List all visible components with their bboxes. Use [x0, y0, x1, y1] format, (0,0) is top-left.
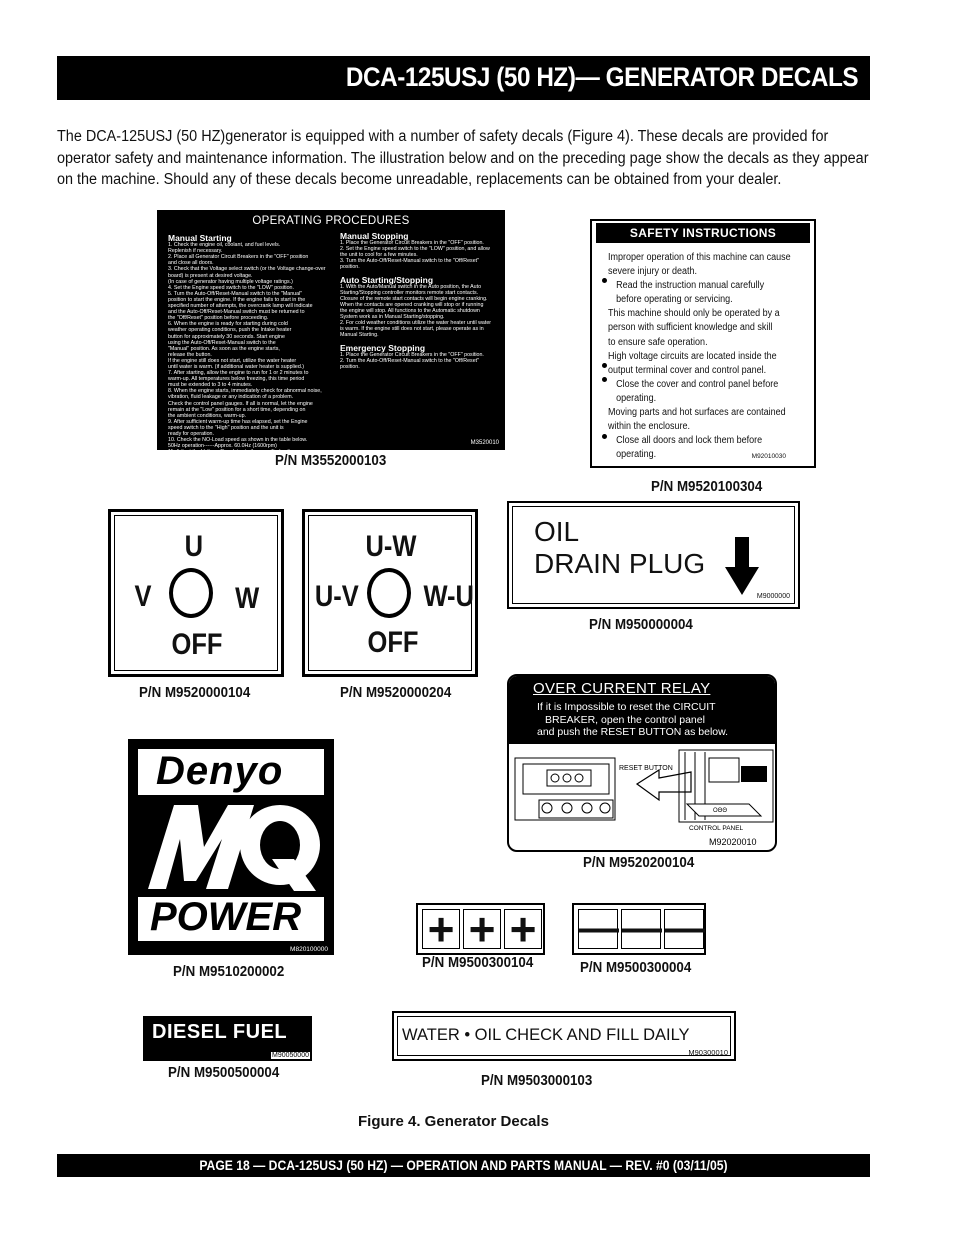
oil-line1: OIL: [534, 516, 580, 547]
selector-ring-icon: [169, 568, 213, 618]
diesel-fuel-text: DIESEL FUEL: [152, 1021, 288, 1043]
negative-terminal-decal: [572, 903, 706, 955]
safety-line: High voltage circuits are located inside the: [608, 350, 777, 362]
switch-label-bottom: OFF: [171, 628, 223, 661]
decal-code: M3520010: [470, 440, 499, 446]
page-footer: [57, 1154, 870, 1177]
denyo-brand-text: Denyo: [156, 749, 284, 793]
minus-cell: [664, 906, 705, 950]
power-text: POWER: [150, 895, 302, 939]
oil-line2: DRAIN PLUG: [534, 548, 706, 579]
switch-label-bottom: OFF: [367, 626, 419, 659]
safety-line: within the enclosure.: [608, 421, 691, 433]
safety-line: person with sufficient knowledge and skill: [608, 322, 773, 334]
down-arrow-icon: [725, 537, 761, 597]
bullet-icon: [602, 278, 607, 283]
positive-terminal-decal: [416, 903, 545, 955]
switch-label-top: U-W: [365, 530, 417, 563]
safety-line: Read the instruction manual carefully: [616, 280, 765, 292]
minus-icon: —: [622, 906, 662, 950]
op-left-column: [168, 232, 338, 455]
relay-illustration: [509, 744, 775, 850]
safety-line: Improper operation of this machine can cause: [608, 252, 791, 263]
switch-label-right: W-U: [423, 580, 474, 613]
safety-line: Close all doors and lock them before: [616, 435, 763, 447]
safety-line: Close the cover and control panel before: [616, 378, 779, 390]
oil-drain-plug-decal: [507, 501, 800, 609]
part-number: P/N M950000004: [589, 617, 693, 633]
switch-label-top: U: [184, 530, 204, 563]
bullet-icon: [602, 434, 607, 439]
water-oil-check-decal: [392, 1011, 736, 1061]
safety-line: This machine should only be operated by a: [608, 308, 780, 320]
page-title: DCA-125USJ (50 HZ)— GENERATOR DECALS: [345, 62, 858, 92]
minus-icon: —: [579, 906, 619, 950]
relay-header: [509, 676, 775, 744]
safety-line: Moving parts and hot surfaces are contained: [608, 407, 786, 419]
safety-line: operating.: [616, 449, 657, 461]
minus-cell: [621, 906, 662, 950]
part-number: P/N M3552000103: [275, 453, 387, 469]
manual-starting-steps: 1. Check the engine oil, coolant, and fuel levels. Replenish if necessary. 2. Place all Generator Circuit Breakers in the "OFF" position and close all doors. 3. Check that the Voltage select switch (or the Voltage change-over board) is present at desired voltage. (In case of generator having multiple voltage ratings.) 4. Set the Engine speed switch to the "LOW" position. 5. Turn the Auto-Off/Reset-Manual switch to the "Manual" position to start the engine. If the engine fails to start in the specified number of attempts, the overcrank lamp will indicate and the Auto-Off/Reset-Manual switch must be returned to the "Off/Reset" position before proceeding. 6. When the engine is ready for starting during cold weather operating conditions, push the Intake heater button for approximately 30 seconds. Start engine using the Auto-Off/Reset-Manual switch to the "Manual" position. As soon as the engine starts, release the button. If the engine still does not start, utilize the water heater until water is warm. (if additional water heater is supplied.) 7. After starting, allow the engine to run for 1 or 2 minutes to warm-up. All temperatures below freezing, this time period must be extended to 3 to 4 minutes. 8. When the engine starts, immediately check for abnormal noise, vibration, fluid leakage or any indication of a problem. Check the control panel gauges. If all is normal, let the engine remain at the "Low" position for a short time, depending on the ambient conditions, warm-up. 9. After sufficient warm-up time has elapsed, set the Engine speed switch to the "High" position and the unit is ready for operation. 10. Check the NO-Load speed as shown in the table below. 50Hz operation------Approx. 60.0Hz (1600rpm) 11. Adjust the Voltage Regulator to the specified voltage.: [168, 242, 326, 456]
auto-steps: 1. With the Auto/Manual switch in the Auto position, the Auto Starting/Stopping controller monitors remote start contacts. Closure of the remote start contacts will begin engine cranking. When the contacts are opened cranking will stop or if running the engine will stop. All functions to the Automatic shutdown System work as in Manual Starting/stopping. 2. For cold weather conditions utilize the water heater until water is warm. If the engine still does not start, please operate as in Manual Starting.: [340, 283, 492, 339]
switch-decal-uvw: [108, 509, 284, 677]
part-number: P/N M9510200002: [173, 964, 285, 980]
part-number: P/N M9503000103: [481, 1073, 593, 1089]
page-header-bar: [57, 56, 870, 100]
over-current-relay-decal: [507, 674, 777, 852]
relay-title: OVER CURRENT RELAY: [533, 680, 711, 697]
plus-cell: [463, 903, 501, 955]
reset-button-label: RESET BUTTON: [619, 765, 673, 772]
bullet-icon: [602, 363, 607, 368]
switch-decal-delta: [302, 509, 478, 677]
decal-code: M820100000: [290, 946, 328, 953]
control-panel-label: CONTROL PANEL: [689, 825, 744, 832]
safety-title: SAFETY INSTRUCTIONS: [596, 223, 810, 243]
manual-stopping-steps: 1. Place the Generator Circuit Breakers in the "OFF" position. 2. Set the Engine speed switch to the "LOW" position, and allow the unit to cool for a few minutes. 3. Turn the Auto-Off/Reset-Manual switch to the "Off/Reset" position.: [340, 240, 490, 271]
switch-label-left: V: [134, 580, 152, 613]
svg-text:ΟΘΘ: ΟΘΘ: [713, 808, 728, 814]
part-number: P/N M9500500004: [168, 1065, 280, 1081]
emergency-heading: Emergency Stopping: [340, 342, 426, 353]
part-number: P/N M9520100304: [651, 479, 763, 495]
plus-cell: [504, 903, 542, 955]
figure-caption: Figure 4. Generator Decals: [358, 1113, 549, 1130]
minus-cell: [578, 906, 619, 950]
part-number: P/N M9500300004: [580, 960, 692, 976]
relay-line: and push the RESET BUTTON as below.: [537, 726, 729, 738]
safety-line: severe injury or death.: [608, 266, 698, 278]
relay-line: BREAKER, open the control panel: [545, 713, 705, 726]
part-number: P/N M9520000104: [139, 685, 251, 701]
safety-instructions-decal: [590, 219, 816, 468]
relay-line: If it is Impossible to reset the CIRCUIT: [537, 701, 716, 713]
emergency-steps: 1. Place the Generator Circuit Breakers in the "OFF" position. 2. Turn the Auto-Off/Reset-Manual switch to the "Off/Reset" position.: [340, 351, 484, 370]
denyo-mq-power-logo-decal: [128, 739, 334, 955]
auto-heading: Auto Starting/Stopping: [340, 274, 434, 285]
intro-paragraph: The DCA-125USJ (50 HZ)generator is equipped with a number of safety decals (Figure 4). These decals are provided for operator safety and maintenance information. The illustration below and on the preceding page show the decals as they appear on the machine. Should any of these decals become unreadable, replacements can be obtained from your dealer.: [57, 128, 869, 188]
safety-line: before operating or servicing.: [616, 294, 733, 306]
bullet-icon: [602, 377, 607, 382]
switch-label-left: U-V: [314, 580, 359, 613]
safety-body: [608, 251, 806, 462]
operating-procedures-decal: [157, 210, 505, 456]
switch-label-right: W: [235, 582, 260, 615]
decal-code: M90050000: [272, 1052, 309, 1059]
op-right-column: [340, 230, 502, 370]
part-number: P/N M9500300104: [422, 955, 534, 971]
manual-stopping-heading: Manual Stopping: [340, 231, 409, 241]
safety-line: to ensure safe operation.: [608, 336, 708, 348]
decal-code: M90300010: [688, 1048, 728, 1057]
part-number: P/N M9520200104: [583, 855, 695, 871]
safety-line: output terminal cover and control panel.: [608, 364, 767, 376]
decal-code: M92020010: [709, 837, 757, 847]
operating-procedures-title: OPERATING PROCEDURES: [252, 215, 410, 227]
minus-icon: —: [665, 906, 705, 950]
plus-icon: +: [427, 903, 455, 955]
safety-line: operating.: [616, 392, 657, 404]
decal-code: M9000000: [756, 593, 790, 600]
footer-text: PAGE 18 — DCA-125USJ (50 HZ) — OPERATION AND PARTS MANUAL — REV. #0 (03/11/05): [199, 1158, 728, 1173]
plus-icon: +: [468, 903, 496, 955]
part-number: P/N M9520000204: [340, 685, 452, 701]
plus-cell: [422, 903, 460, 955]
manual-starting-heading: Manual Starting: [168, 233, 232, 243]
decal-code: M92010030: [751, 453, 786, 460]
relay-text: [537, 701, 728, 739]
diesel-fuel-decal: [143, 1016, 312, 1061]
mq-logo-icon: [144, 801, 320, 893]
plus-icon: +: [509, 903, 537, 955]
water-oil-text: WATER • OIL CHECK AND FILL DAILY: [402, 1026, 690, 1044]
selector-ring-icon: [367, 568, 411, 618]
